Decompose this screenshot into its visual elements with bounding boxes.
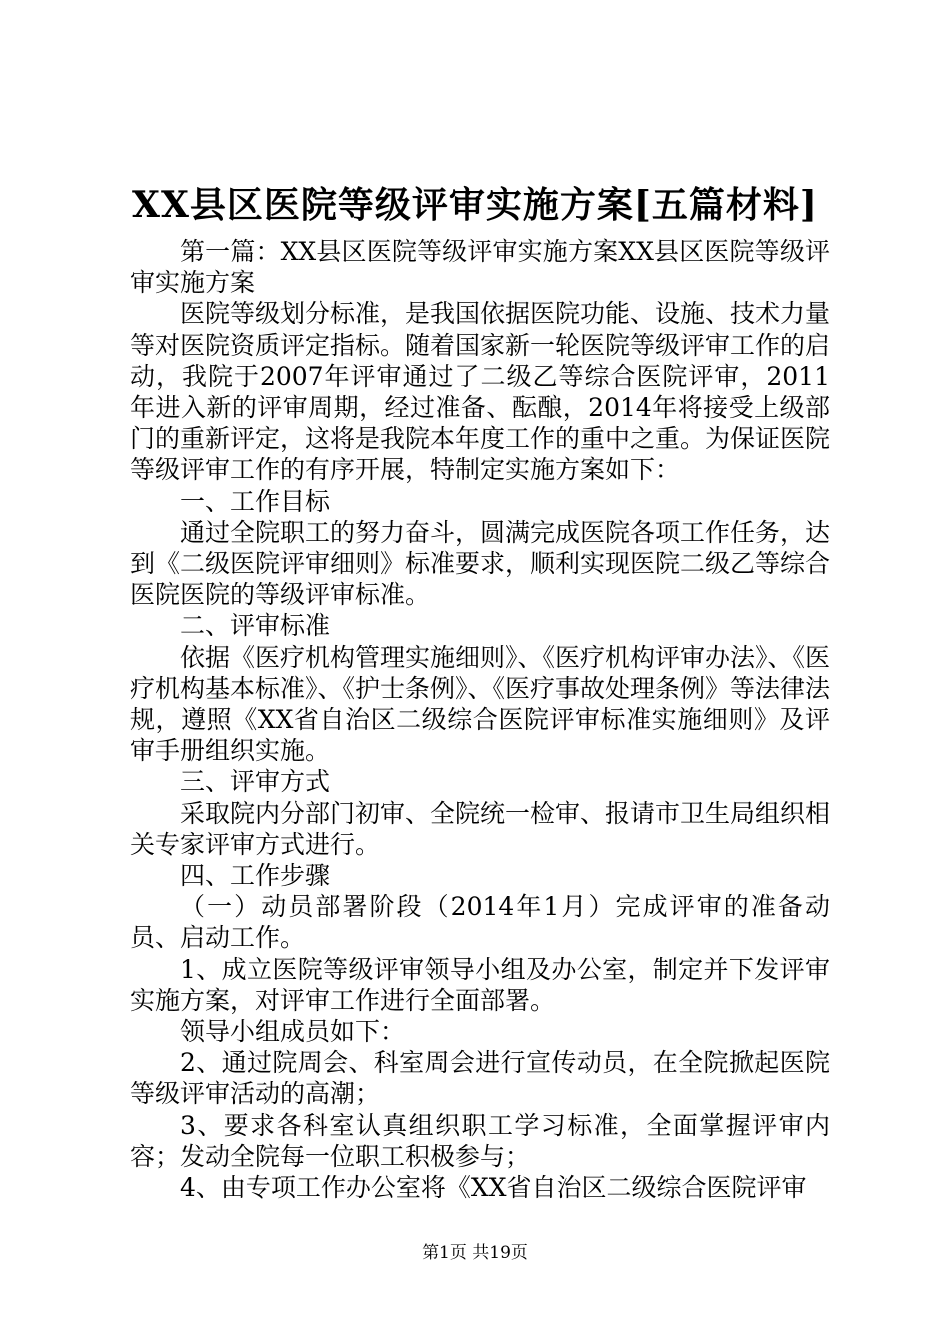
paragraph: 依据《医疗机构管理实施细则》、《医疗机构评审办法》、《医疗机构基本标准》、《护士条例》、《医疗事故处理条例》等法律法规，遵照《XX省自治区二级综合医院评审标准实施细则》及评审手册组织实施。 bbox=[130, 642, 831, 766]
paragraph: 通过全院职工的努力奋斗，圆满完成医院各项工作任务，达到《二级医院评审细则》标准要求，顺利实现医院二级乙等综合医院医院的等级评审标准。 bbox=[130, 517, 831, 610]
paragraph: 医院等级划分标准，是我国依据医院功能、设施、技术力量等对医院资质评定指标。随着国家新一轮医院等级评审工作的启动，我院于2007年评审通过了二级乙等综合医院评审，2011年进入新的评审周期，经过准备、酝酿，2014年将接受上级部门的重新评定，这将是我院本年度工作的重中之重。为保证医院等级评审工作的有序开展，特制定实施方案如下： bbox=[130, 299, 831, 485]
list-item: 2、通过院周会、科室周会进行宣传动员，在全院掀起医院等级评审活动的高潮； bbox=[130, 1048, 830, 1109]
document-body bbox=[130, 236, 830, 1203]
list-item: 3、要求各科室认真组织职工学习标准，全面掌握评审内容；发动全院每一位职工积极参与； bbox=[130, 1110, 830, 1171]
section-heading: 四、工作步骤 bbox=[180, 861, 331, 891]
list-item: 4、由专项工作办公室将《XX省自治区二级综合医院评审 bbox=[180, 1173, 807, 1203]
paragraph: 第一篇：XX县区医院等级评审实施方案XX县区医院等级评审实施方案 bbox=[130, 237, 830, 298]
list-item: 1、成立医院等级评审领导小组及办公室，制定并下发评审实施方案，对评审工作进行全面部署。 bbox=[130, 954, 830, 1015]
section-heading: 二、评审标准 bbox=[180, 611, 331, 641]
paragraph: 领导小组成员如下： bbox=[180, 1017, 406, 1047]
paragraph: （一）动员部署阶段（2014年1月）完成评审的准备动员、启动工作。 bbox=[130, 892, 830, 953]
page-footer: 第1页 共19页 bbox=[422, 1243, 528, 1263]
section-heading: 一、工作目标 bbox=[180, 486, 331, 516]
document-title: XX县区医院等级评审实施方案[五篇材料] bbox=[132, 184, 818, 226]
section-heading: 三、评审方式 bbox=[180, 767, 331, 797]
paragraph: 采取院内分部门初审、全院统一检审、报请市卫生局组织相关专家评审方式进行。 bbox=[130, 798, 831, 859]
